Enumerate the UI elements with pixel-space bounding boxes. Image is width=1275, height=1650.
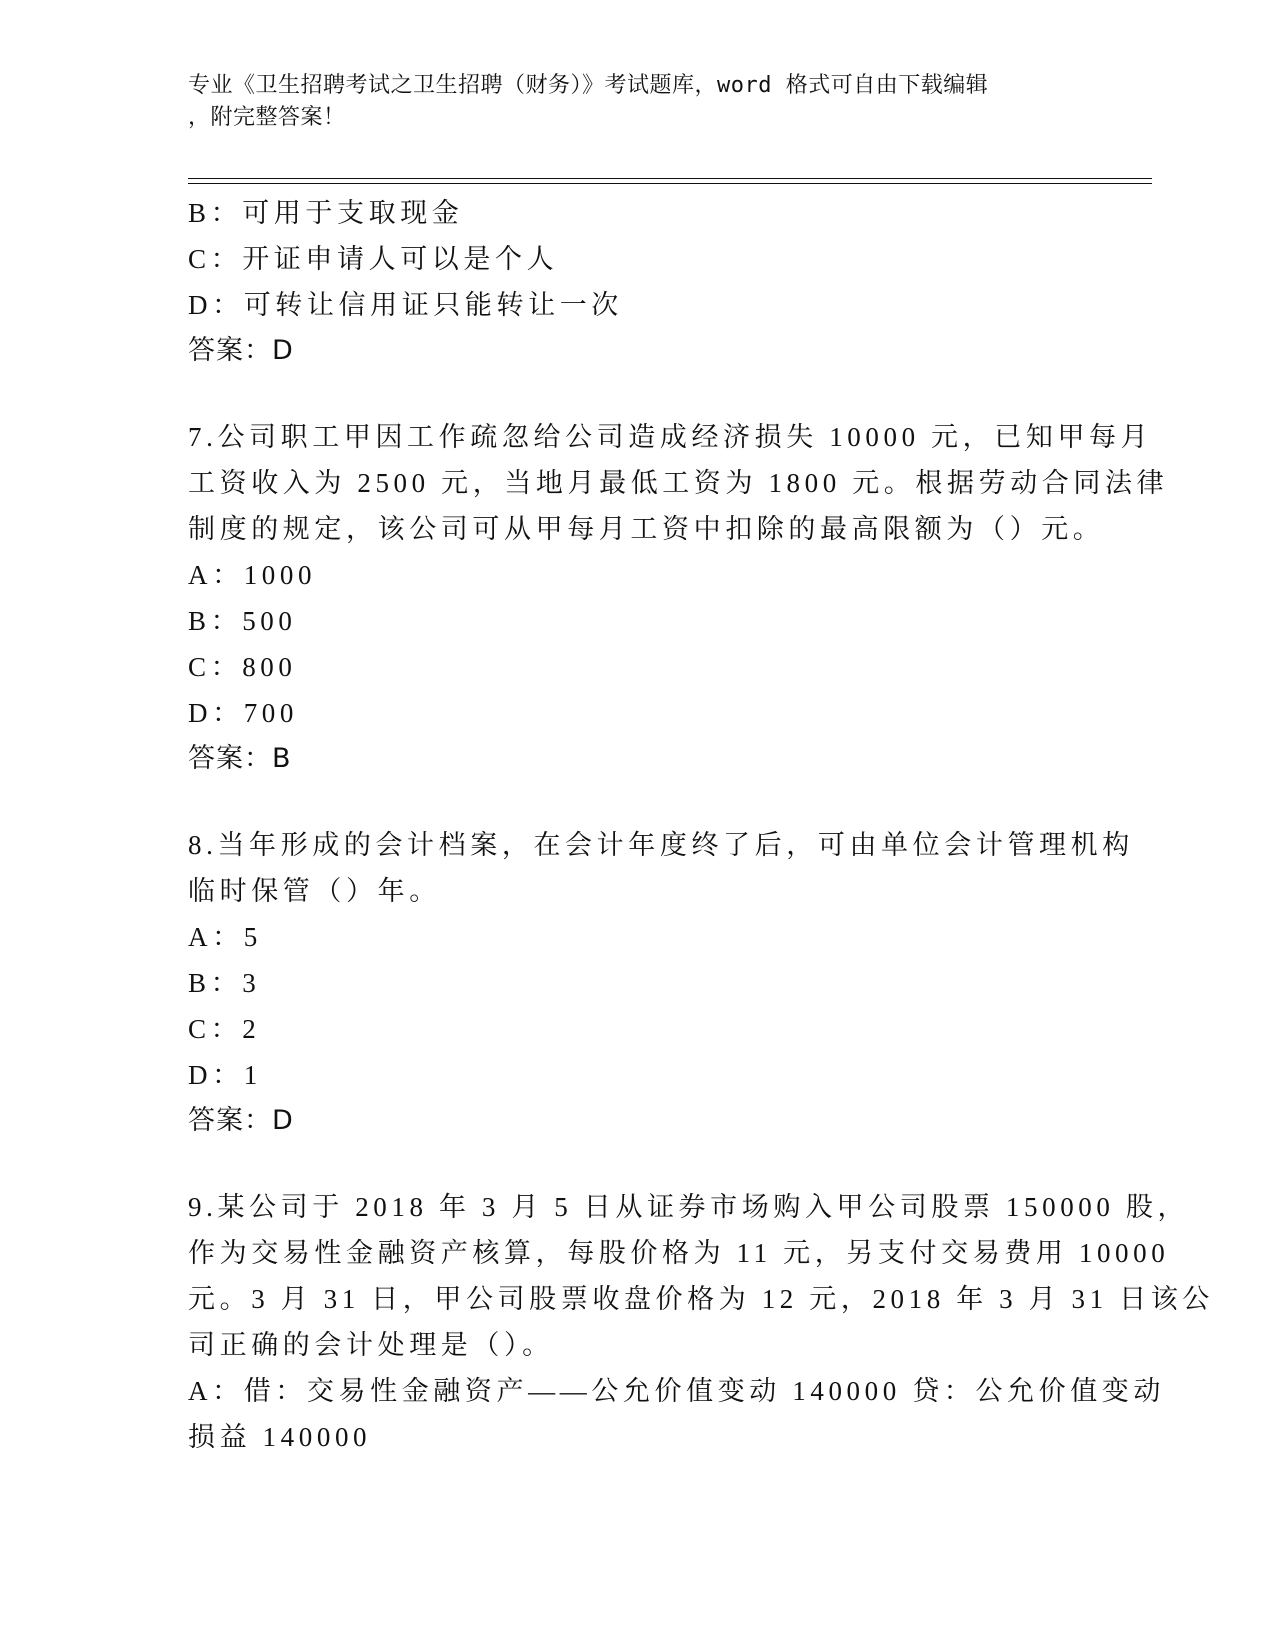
question-list [188, 190, 1214, 1460]
question-stem-line: 临时保管（）年。 [188, 876, 441, 906]
question-8 [188, 822, 1134, 1144]
question-7 [188, 414, 1169, 782]
answer-label: 答案：D [188, 1105, 294, 1136]
option-d: D：1 [188, 1060, 262, 1090]
question-spacer [188, 1144, 1088, 1184]
document-header [188, 70, 1088, 134]
header-divider-top [188, 178, 1152, 179]
question-spacer [188, 782, 1088, 822]
option-a-continued: 损益 140000 [188, 1422, 372, 1452]
option-d: D：700 [188, 698, 298, 728]
option-c: C：开证申请人可以是个人 [188, 244, 559, 274]
question-6 [188, 190, 1088, 374]
question-stem-line: 7.公司职工甲因工作疏忽给公司造成经济损失 10000 元，已知甲每月 [188, 422, 1153, 452]
option-b: B：500 [188, 606, 297, 636]
header-title-line-2: ，附完整答案！ [188, 105, 346, 130]
header-divider-bottom [188, 183, 1152, 184]
question-stem-line: 9.某公司于 2018 年 3 月 5 日从证券市场购入甲公司股票 150000 股， [188, 1192, 1190, 1222]
answer-label: 答案：D [188, 335, 294, 366]
option-c: C：2 [188, 1014, 261, 1044]
answer-label: 答案：B [188, 743, 292, 774]
question-stem-line: 元。3 月 31 日，甲公司股票收盘价格为 12 元，2018 年 3 月 31 日该公 [188, 1284, 1214, 1314]
question-stem-line: 司正确的会计处理是（）。 [188, 1330, 554, 1360]
option-c: C：800 [188, 652, 297, 682]
question-9 [188, 1184, 1214, 1460]
question-spacer [188, 374, 1088, 414]
option-a: A：1000 [188, 560, 317, 590]
header-title-line-1: 专业《卫生招聘考试之卫生招聘（财务）》考试题库，word 格式可自由下载编辑 [188, 73, 989, 98]
question-stem-line: 作为交易性金融资产核算，每股价格为 11 元，另支付交易费用 10000 [188, 1238, 1170, 1268]
option-b: B：3 [188, 968, 261, 998]
option-d: D：可转让信用证只能转让一次 [188, 290, 623, 320]
question-stem-line: 8.当年形成的会计档案，在会计年度终了后，可由单位会计管理机构 [188, 830, 1134, 860]
option-a: A：5 [188, 922, 262, 952]
option-a: A：借：交易性金融资产——公允价值变动 140000 贷：公允价值变动 [188, 1376, 1165, 1406]
question-stem-line: 工资收入为 2500 元，当地月最低工资为 1800 元。根据劳动合同法律 [188, 468, 1169, 498]
option-b: B：可用于支取现金 [188, 198, 464, 228]
question-stem-line: 制度的规定，该公司可从甲每月工资中扣除的最高限额为（）元。 [188, 514, 1105, 544]
